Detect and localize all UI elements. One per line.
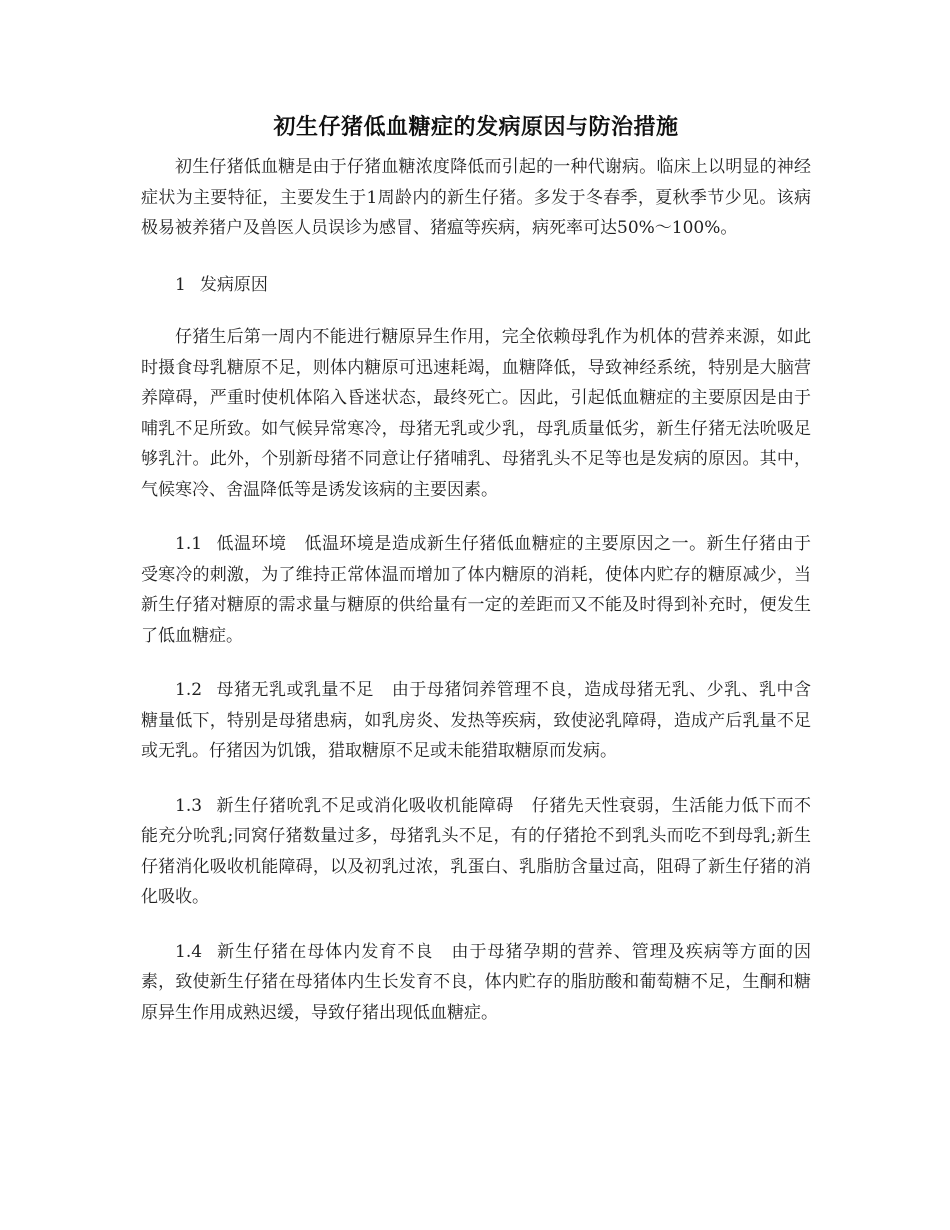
subsection-paragraph (141, 791, 811, 913)
section-heading-text: 发病原因 (199, 274, 268, 295)
subsection-body: 低温环境是造成新生仔猪低血糖症的主要原因之一。新生仔猪由于受寒冷的刺激，为了维持正常体温而增加了体内糖原的消耗，使体内贮存的糖原减少，当新生仔猪对糖原的需求量与糖原的供给量有一定的差距而又不能及时得到补充时，便发生了低血糖症。 (141, 534, 812, 646)
subsection-title: 低温环境 (216, 534, 287, 554)
section-number: 1 (175, 274, 186, 295)
document-title: 初生仔猪低血糖症的发病原因与防治措施 (273, 115, 679, 140)
section-body-paragraph: 仔猪生后第一周内不能进行糖原异生作用，完全依赖母乳作为机体的营养来源，如此时摄食母乳糖原不足，则体内糖原可迅速耗竭，血糖降低，导致神经系统，特别是大脑营养障碍，严重时使机体陷入昏迷状态，最终死亡。因此，引起低血糖症的主要原因是由于哺乳不足所致。如气候异常寒冷，母猪无乳或少乳，母乳质量低劣，新生仔猪无法吮吸足够乳汁。此外，个别新母猪不同意让仔猪哺乳、母猪乳头不足等也是发病的原因。其中，气候寒冷、舍温降低等是诱发该病的主要因素。 (141, 327, 811, 500)
subsection-number: 1.1 (175, 534, 203, 554)
subsection-number: 1.3 (175, 795, 203, 816)
subsection-title: 新生仔猪吮乳不足或消化吸收机能障碍 (216, 795, 514, 816)
intro-paragraph: 初生仔猪低血糖是由于仔猪血糖浓度降低而引起的一种代谢病。临床上以明显的神经症状为主要特征，主要发生于1周龄内的新生仔猪。多发于冬春季，夏秋季节少见。该病极易被养猪户及兽医人员误诊为感冒、猪瘟等疾病，病死率可达50%～100%。 (141, 157, 811, 238)
subsection-body: 由于母猪饲养管理不良，造成母猪无乳、少乳、乳中含糖量低下，特别是母猪患病，如乳房炎、发热等疾病，致使泌乳障碍，造成产后乳量不足或无乳。仔猪因为饥饿，猎取糖原不足或未能猎取糖原而发病。 (141, 680, 812, 761)
section-heading (141, 270, 811, 301)
document-content (141, 112, 811, 1028)
subsection-body: 仔猪先天性衰弱，生活能力低下而不能充分吮乳;同窝仔猪数量过多，母猪乳头不足，有的仔猪抢不到乳头而吃不到母乳;新生仔猪消化吸收机能障碍，以及初乳过浓，乳蛋白、乳脂肪含量过高，阻碍了新生仔猪的消化吸收。 (141, 795, 812, 907)
subsection-number: 1.2 (175, 680, 203, 700)
subsection-paragraph (141, 529, 811, 651)
subsection-title: 新生仔猪在母体内发育不良 (216, 941, 434, 962)
subsection-paragraph (141, 937, 811, 1029)
subsection-number: 1.4 (175, 941, 203, 962)
subsection-title: 母猪无乳或乳量不足 (216, 680, 374, 700)
subsection-paragraph (141, 675, 811, 767)
subsection-body: 由于母猪孕期的营养、管理及疾病等方面的因素，致使新生仔猪在母猪体内生长发育不良，体内贮存的脂肪酸和葡萄糖不足，生酮和糖原异生作用成熟迟缓，导致仔猪出现低血糖症。 (141, 941, 812, 1023)
